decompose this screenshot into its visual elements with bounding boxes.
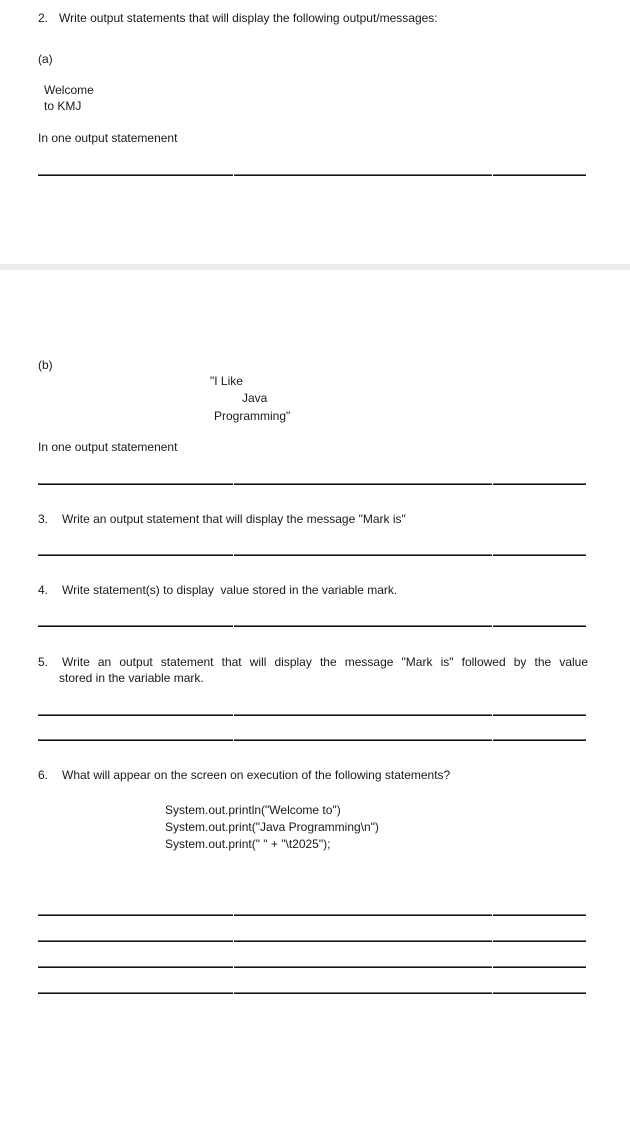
code-line-1: System.out.println("Welcome to") [165, 803, 341, 817]
answer-line-segment [234, 554, 492, 556]
page-break [0, 264, 630, 270]
answer-line-segment [234, 625, 492, 627]
answer-line-segment [234, 739, 492, 741]
part-b-output-line-3: Programming" [214, 409, 291, 423]
answer-line-segment [493, 714, 586, 716]
part-b-output-line-1: "I Like [210, 374, 243, 388]
answer-line-segment [234, 914, 492, 916]
answer-line-segment [493, 739, 586, 741]
question-4-text: Write statement(s) to display value stored in the variable mark. [62, 583, 398, 597]
answer-line-segment [38, 940, 233, 942]
answer-line-segment [234, 992, 492, 994]
answer-line-segment [234, 174, 492, 176]
question-6-text: What will appear on the screen on execution of the following statements? [62, 768, 451, 782]
answer-line-segment [38, 483, 233, 485]
answer-line-segment [38, 966, 233, 968]
answer-line-segment [38, 914, 233, 916]
answer-line-segment [234, 940, 492, 942]
answer-line-segment [493, 940, 586, 942]
part-a-label: (a) [38, 52, 53, 66]
answer-line-6a[interactable] [38, 914, 586, 916]
answer-line-segment [493, 174, 586, 176]
answer-line-segment [493, 554, 586, 556]
answer-line-segment [493, 966, 586, 968]
answer-line-6c[interactable] [38, 966, 586, 968]
answer-line-segment [38, 554, 233, 556]
answer-line-6b[interactable] [38, 940, 586, 942]
part-a-output-line-2: to KMJ [44, 99, 82, 113]
part-a-instruction: In one output statemenent [38, 131, 178, 145]
question-5-text-line-2: stored in the variable mark. [59, 671, 204, 685]
question-2-number: 2. [38, 11, 49, 25]
answer-line-segment [38, 174, 233, 176]
question-3-number: 3. [38, 512, 49, 526]
part-a-output-line-1: Welcome [44, 83, 94, 97]
answer-line-segment [493, 625, 586, 627]
answer-line-3[interactable] [38, 554, 586, 556]
answer-line-5b[interactable] [38, 739, 586, 741]
question-4-number: 4. [38, 583, 49, 597]
question-5-text-line-1: Write an output statement that will display the message "Mark is" followed by the value [62, 655, 588, 669]
answer-line-segment [493, 914, 586, 916]
question-5-number: 5. [38, 655, 49, 669]
answer-line-segment [493, 992, 586, 994]
question-2-text: Write output statements that will display the following output/messages: [59, 11, 438, 25]
answer-line-segment [38, 992, 233, 994]
answer-line-4[interactable] [38, 625, 586, 627]
answer-line-segment [234, 714, 492, 716]
answer-line-segment [234, 483, 492, 485]
part-b-output-line-2: Java [242, 391, 268, 405]
part-b-label: (b) [38, 358, 53, 372]
answer-line-segment [493, 483, 586, 485]
question-6-number: 6. [38, 768, 49, 782]
question-3-text: Write an output statement that will display the message "Mark is" [62, 512, 406, 526]
part-b-instruction: In one output statemenent [38, 440, 178, 454]
answer-line-6d[interactable] [38, 992, 586, 994]
code-line-2: System.out.print("Java Programming\n") [165, 820, 379, 834]
answer-line-segment [234, 966, 492, 968]
answer-line-5a[interactable] [38, 714, 586, 716]
answer-line-segment [38, 625, 233, 627]
answer-line-segment [38, 714, 233, 716]
answer-line-2a[interactable] [38, 174, 586, 176]
answer-line-segment [38, 739, 233, 741]
answer-line-2b[interactable] [38, 483, 586, 485]
code-line-3: System.out.print(" " + "\t2025"); [165, 837, 331, 851]
